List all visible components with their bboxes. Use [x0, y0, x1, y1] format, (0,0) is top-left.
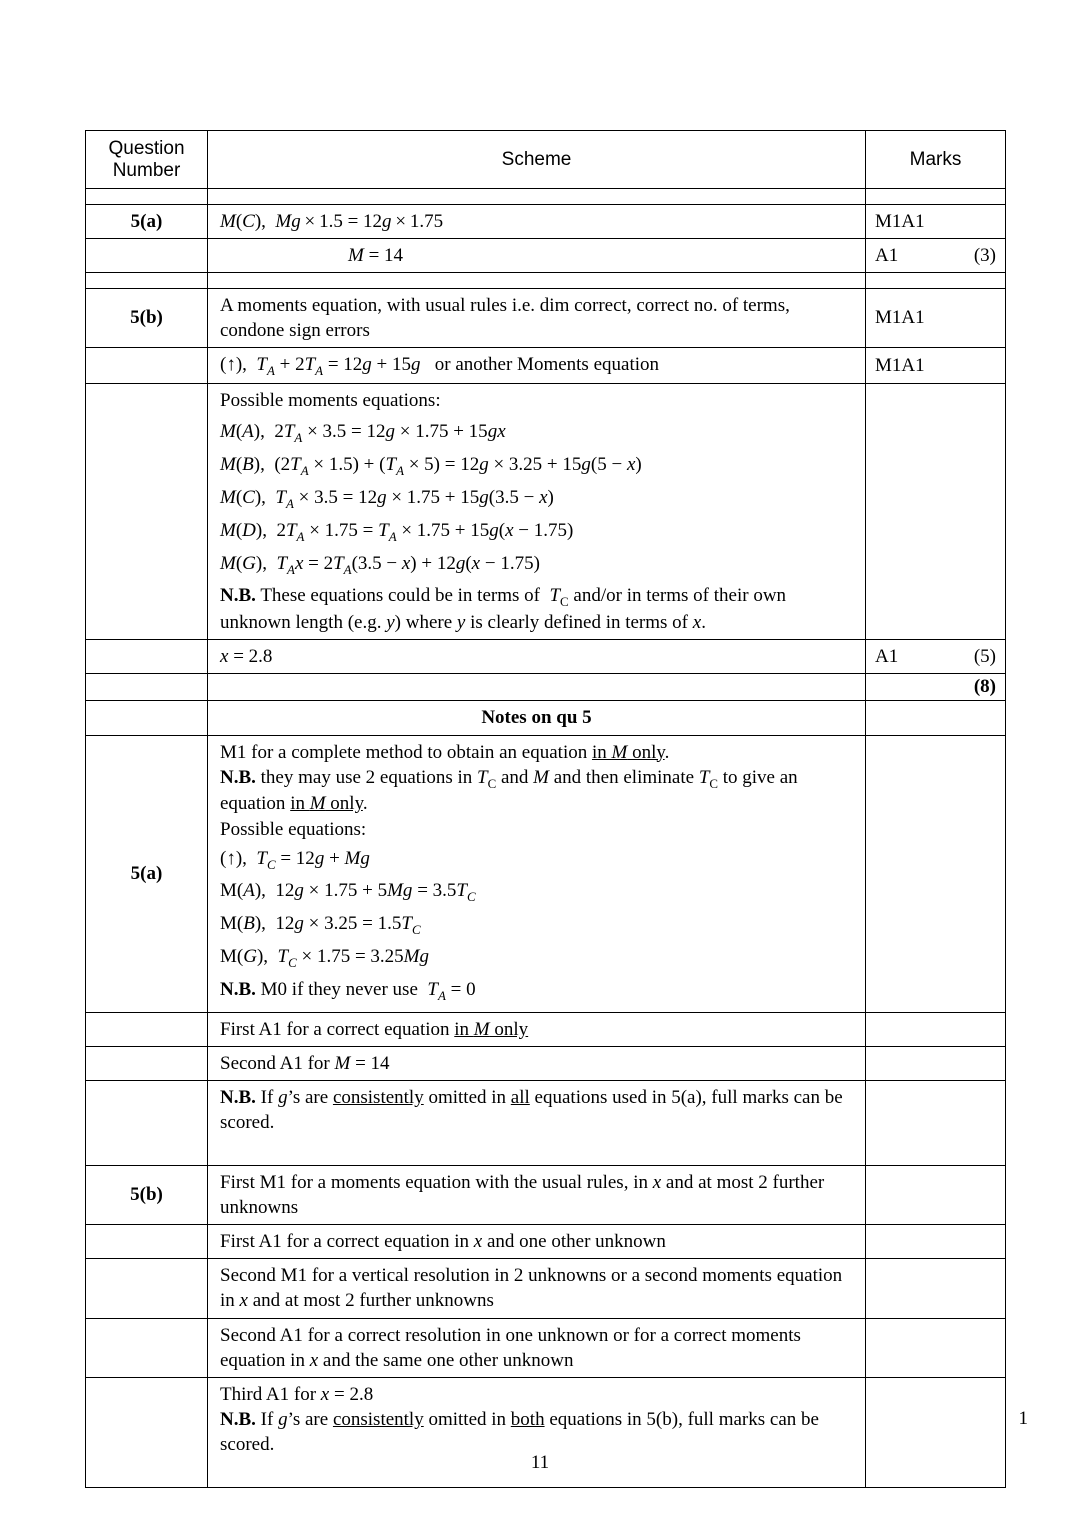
- mark-label: M1A1: [875, 354, 925, 376]
- marks-cell: [866, 1012, 1006, 1046]
- scheme-cell: [208, 1259, 866, 1318]
- table-row: [86, 239, 1006, 273]
- question-number-cell: [86, 1225, 208, 1259]
- mark-label: M1A1: [875, 210, 925, 232]
- question-number-cell: 5(a): [86, 205, 208, 239]
- question-number-cell: [86, 1012, 208, 1046]
- scheme-line: N.B. If g’s are consistently omitted in all equations used in 5(a), full marks can be scored.: [220, 1086, 843, 1134]
- table-row: [86, 1318, 1006, 1377]
- scheme-line: N.B. If g’s are consistently omitted in both equations in 5(b), full marks can be scored.: [220, 1408, 819, 1455]
- question-number-cell: 5(b): [86, 289, 208, 348]
- spacer-row: [86, 273, 1006, 289]
- scheme-line: x = 2.8: [220, 646, 273, 668]
- scheme-line: (↑), $T_C = 12g + Mg$: [220, 847, 370, 872]
- scheme-line: Second A1 for M = 14: [220, 1052, 390, 1074]
- scheme-table-body: [86, 189, 1006, 1488]
- marks-cell: [866, 1225, 1006, 1259]
- mark-total: (8): [973, 676, 996, 698]
- scheme-cell: [208, 674, 866, 701]
- marks-cell: [866, 384, 1006, 640]
- question-number-cell: [86, 701, 208, 735]
- table-row: [86, 1012, 1006, 1046]
- scheme-line: (↑), $T_A + 2T_A = 12g + 15g$ or another Moments equation: [220, 354, 660, 379]
- scheme-line: M(D), $2T_A \times 1.75 = T_A \times 1.75 + 15g(x - 1.75)$: [220, 519, 574, 544]
- scheme-line: M(C), $T_A \times 3.5 = 12g \times 1.75 + 15g(3.5 - x)$: [220, 486, 554, 511]
- scheme-cell: [208, 1012, 866, 1046]
- table-row: [86, 205, 1006, 239]
- marks-cell: [866, 273, 1006, 289]
- scheme-cell: [208, 701, 866, 735]
- marks-cell: [866, 1259, 1006, 1318]
- scheme-line: N.B. M0 if they never use $T_A = 0$: [220, 978, 476, 1003]
- scheme-cell: [208, 735, 866, 1012]
- scheme-cell: [208, 1046, 866, 1080]
- scheme-line: M(G), $T_C \times 1.75 = 3.25Mg$: [220, 946, 429, 970]
- mark-label: M1A1: [875, 307, 925, 329]
- table-row: [86, 735, 1006, 1012]
- scheme-line: N.B. These equations could be in terms of $T_C$ and/or in terms of their own unknown length (e.g. y) where y is clearly defined in terms of x.: [220, 585, 787, 634]
- marks-cell: [866, 701, 1006, 735]
- scheme-line: Third A1 for x = 2.8: [220, 1383, 374, 1405]
- scheme-cell: [208, 189, 866, 205]
- scheme-cell: [208, 205, 866, 239]
- scheme-cell: [208, 1166, 866, 1225]
- scheme-line: A moments equation, with usual rules i.e. dim correct, correct no. of terms, condone sign errors: [220, 295, 790, 342]
- mark-label: A1: [875, 244, 899, 266]
- table-row: [86, 1166, 1006, 1225]
- table-row: [86, 348, 1006, 384]
- scheme-cell: [208, 239, 866, 273]
- table-row: [86, 289, 1006, 348]
- question-number-cell: [86, 674, 208, 701]
- question-number-cell: [86, 1259, 208, 1318]
- marks-cell: [866, 189, 1006, 205]
- page-number-right: 1: [1018, 1408, 1028, 1429]
- scheme-line: Possible moments equations:: [220, 390, 441, 412]
- question-number-cell: [86, 239, 208, 273]
- question-number-cell: [86, 640, 208, 674]
- header-question-number: Question Number: [86, 131, 208, 189]
- scheme-cell: [208, 1080, 866, 1165]
- question-number-cell: [86, 1080, 208, 1165]
- scheme-line: First M1 for a moments equation with the usual rules, in x and at most 2 further unknowns: [220, 1172, 825, 1219]
- marks-cell: [866, 205, 1006, 239]
- marks-cell: [866, 1166, 1006, 1225]
- marks-cell: [866, 1046, 1006, 1080]
- table-row: [86, 384, 1006, 640]
- spacer-row: [86, 189, 1006, 205]
- scheme-line: M(A), $12g \times 1.75 + 5Mg = 3.5T_C$: [220, 880, 476, 905]
- scheme-line: M(C), Mg × 1.5 = 12g × 1.75: [220, 211, 444, 232]
- scheme-cell: [208, 1318, 866, 1377]
- scheme-line: M(G), $T_Ax = 2T_A(3.5 - x) + 12g(x - 1.75)$: [220, 552, 540, 577]
- scheme-cell: [208, 289, 866, 348]
- scheme-line: M = 14: [348, 245, 404, 267]
- question-number-cell: [86, 384, 208, 640]
- scheme-line: M(B), $(2T_A \times 1.5) + (T_A \times 5) = 12g \times 3.25 + 15g(5 - x)$: [220, 454, 642, 478]
- table-row: [86, 1046, 1006, 1080]
- mark-scheme-table: [85, 130, 1006, 1488]
- mark-total: (5): [973, 645, 996, 667]
- table-row: [86, 1225, 1006, 1259]
- scheme-cell: [208, 273, 866, 289]
- scheme-line: First A1 for a correct equation in M only: [220, 1018, 529, 1040]
- table-row: [86, 701, 1006, 735]
- marks-cell: [866, 674, 1006, 701]
- question-number-cell: [86, 1046, 208, 1080]
- table-row: [86, 1080, 1006, 1165]
- marks-cell: [866, 289, 1006, 348]
- mark-label: A1: [875, 645, 899, 667]
- question-number-cell: 5(a): [86, 735, 208, 1012]
- question-number-cell: 5(b): [86, 1166, 208, 1225]
- scheme-line: M(B), $12g \times 3.25 = 1.5T_C$: [220, 913, 421, 938]
- scheme-line: Possible equations:: [220, 818, 367, 840]
- scheme-cell: [208, 640, 866, 674]
- question-number-cell: [86, 273, 208, 289]
- scheme-line: Notes on qu 5: [481, 707, 592, 729]
- question-number-cell: [86, 1318, 208, 1377]
- page-number-bottom: 11: [530, 1452, 550, 1473]
- question-number-cell: [86, 348, 208, 384]
- marks-cell: [866, 1080, 1006, 1165]
- scheme-line: M(A), $2T_A \times 3.5 = 12g \times 1.75 + 15gx$: [220, 421, 506, 446]
- table-row: [86, 640, 1006, 674]
- header-scheme: Scheme: [208, 131, 866, 189]
- scheme-line: First A1 for a correct equation in x and one other unknown: [220, 1231, 666, 1253]
- marks-cell: [866, 640, 1006, 674]
- scheme-line: M1 for a complete method to obtain an equation in M only.: [220, 741, 670, 763]
- marks-cell: [866, 239, 1006, 273]
- table-row: [86, 674, 1006, 701]
- header-marks: Marks: [866, 131, 1006, 189]
- marks-cell: [866, 1318, 1006, 1377]
- marks-cell: [866, 735, 1006, 1012]
- question-number-cell: [86, 189, 208, 205]
- scheme-line: Second A1 for a correct resolution in one unknown or for a correct moments equation in x and the same one other unknown: [220, 1324, 801, 1371]
- scheme-line: N.B. they may use 2 equations in $T_C$ and M and then eliminate $T_C$ to give an equation in M only.: [220, 766, 798, 815]
- scheme-cell: [208, 1225, 866, 1259]
- scheme-line: Second M1 for a vertical resolution in 2 unknowns or a second moments equation in x and at most 2 further unknowns: [220, 1265, 843, 1312]
- scheme-cell: [208, 348, 866, 384]
- mark-total: (3): [973, 244, 996, 266]
- marks-cell: [866, 348, 1006, 384]
- table-row: [86, 1259, 1006, 1318]
- scheme-cell: [208, 384, 866, 640]
- header-row: [86, 131, 1006, 189]
